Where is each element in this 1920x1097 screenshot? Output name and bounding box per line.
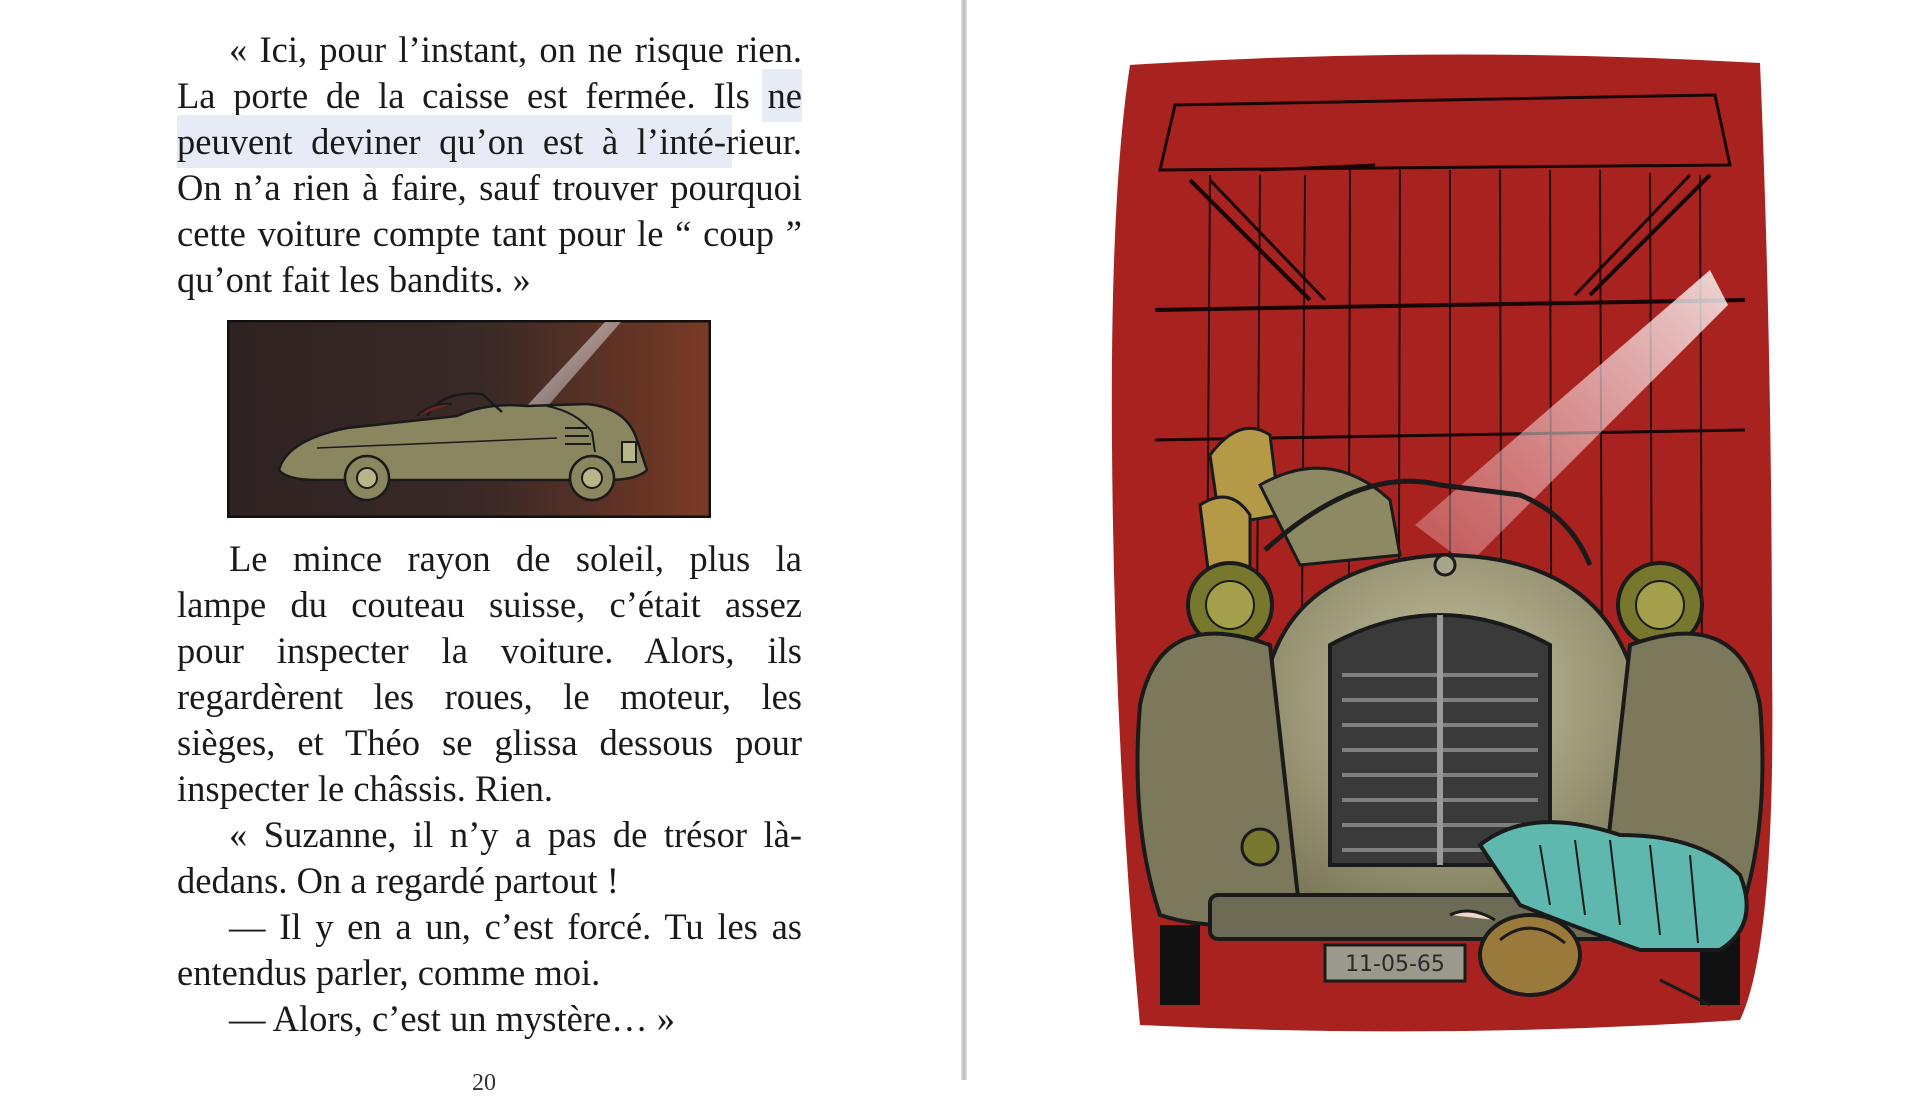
text-block-bottom [177, 536, 802, 1042]
boy-under-car-illustration [1100, 45, 1800, 1035]
text-block-top [177, 27, 802, 303]
paragraph-2: Le mince rayon de soleil, plus la lampe du couteau suisse, c’était assez pour inspecter la voiture. Alors, ils regardèrent les roues, le moteur, les sièges, et Théo se glissa dessous pour inspecter le châssis. Rien. [177, 538, 802, 809]
paragraph-4: — Il y en a un, c’est forcé. Tu les as entendus parler, comme moi. [177, 906, 802, 993]
left-page [0, 0, 960, 1096]
page-divider [961, 0, 967, 1080]
car-in-crate-illustration [227, 320, 711, 518]
page-number: 20 [472, 1070, 496, 1096]
license-plate-text: 11-05-65 [1345, 952, 1445, 977]
highlighted-text[interactable]: ne peuvent deviner qu’on est à l’inté- [177, 75, 802, 162]
paragraph-5: — Alors, c’est un mystère… » [229, 998, 676, 1039]
paragraph-1: « Ici, pour l’instant, on ne risque rien. La porte de la caisse est fermée. Ils ne peuvent deviner qu’on est à l’inté-rieur. On n’a rien à faire, sauf trouver pourquoi cette voiture compte tant pour le “ coup ” qu’ont fait les bandits. » [177, 29, 802, 300]
paragraph-3: « Suzanne, il n’y a pas de trésor là-dedans. On a regardé partout ! [177, 814, 802, 901]
